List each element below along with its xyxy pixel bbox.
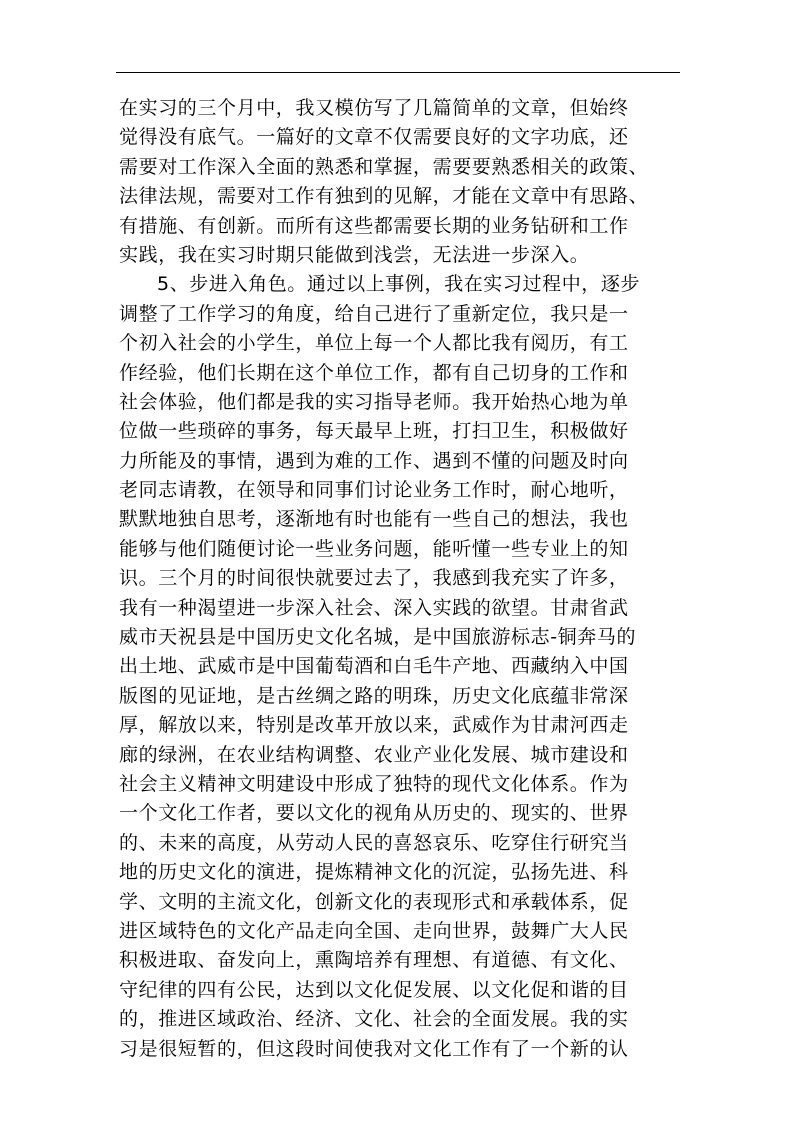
text-line: 积极进取、奋发向上，熏陶培养有理想、有道德、有文化、 bbox=[119, 949, 629, 972]
paragraph-start-line: 5、步进入角色。通过以上事例，我在实习过程中，逐步 bbox=[157, 273, 641, 296]
text-line: 个初入社会的小学生，单位上每一个人都比我有阅历，有工 bbox=[119, 332, 629, 355]
text-line: 默默地独自思考，逐渐地有时也能有一些自己的想法，我也 bbox=[119, 508, 629, 531]
text-line: 守纪律的四有公民，达到以文化促发展、以文化促和谐的目 bbox=[119, 978, 629, 1001]
text-line: 地的历史文化的演进，提炼精神文化的沉淀，弘扬先进、科 bbox=[119, 861, 629, 884]
text-line: 能够与他们随便讨论一些业务问题，能听懂一些专业上的知 bbox=[119, 537, 629, 560]
text-line: 我有一种渴望进一步深入社会、深入实践的欲望。甘肃省武 bbox=[119, 596, 629, 619]
text-line: 版图的见证地，是古丝绸之路的明珠，历史文化底蕴非常深 bbox=[119, 684, 629, 707]
text-line: 一个文化工作者，要以文化的视角从历史的、现实的、世界 bbox=[119, 802, 629, 825]
text-line: 觉得没有底气。一篇好的文章不仅需要良好的文字功底，还 bbox=[119, 126, 629, 149]
text-line: 威市天祝县是中国历史文化名城，是中国旅游标志-铜奔马的 bbox=[119, 626, 637, 649]
text-line: 廊的绿洲，在农业结构调整、农业产业化发展、城市建设和 bbox=[119, 743, 629, 766]
header-rule bbox=[116, 72, 680, 73]
text-line: 需要对工作深入全面的熟悉和掌握，需要要熟悉相关的政策、 bbox=[119, 155, 649, 178]
text-line: 社会主义精神文明建设中形成了独特的现代文化体系。作为 bbox=[119, 772, 629, 795]
text-line: 进区域特色的文化产品走向全国、走向世界，鼓舞广大人民 bbox=[119, 919, 629, 942]
text-line: 社会体验，他们都是我的实习指导老师。我开始热心地为单 bbox=[119, 390, 629, 413]
text-line: 作经验，他们长期在这个单位工作，都有自己切身的工作和 bbox=[119, 361, 629, 384]
text-line: 学、文明的主流文化，创新文化的表现形式和承载体系，促 bbox=[119, 890, 629, 913]
text-line: 的，推进区域政治、经济、文化、社会的全面发展。我的实 bbox=[119, 1008, 629, 1031]
text-line: 老同志请教，在领导和同事们讨论业务工作时，耐心地听， bbox=[119, 479, 629, 502]
text-line: 在实习的三个月中，我又模仿写了几篇简单的文章，但始终 bbox=[119, 97, 629, 119]
text-line: 识。三个月的时间很快就要过去了，我感到我充实了许多， bbox=[119, 567, 629, 590]
text-line: 厚，解放以来，特别是改革开放以来，武威作为甘肃河西走 bbox=[119, 714, 629, 737]
text-line: 出土地、武威市是中国葡萄酒和白毛牛产地、西藏纳入中国 bbox=[119, 655, 629, 678]
text-line: 调整了工作学习的角度，给自己进行了重新定位，我只是一 bbox=[119, 302, 629, 325]
text-line: 的、未来的高度，从劳动人民的喜怒哀乐、吃穿住行研究当 bbox=[119, 831, 629, 854]
text-line: 法律法规，需要对工作有独到的见解，才能在文章中有思路、 bbox=[119, 185, 649, 208]
text-line: 有措施、有创新。而所有这些都需要长期的业务钻研和工作 bbox=[119, 214, 629, 237]
text-line: 力所能及的事情，遇到为难的工作、遇到不懂的问题及时向 bbox=[119, 449, 629, 472]
body-text bbox=[119, 94, 689, 1064]
text-line: 位做一些琐碎的事务，每天最早上班，打扫卫生，积极做好 bbox=[119, 420, 629, 443]
text-line: 实践，我在实习时期只能做到浅尝，无法进一步深入。 bbox=[119, 243, 590, 266]
text-line: 习是很短暂的，但这段时间使我对文化工作有了一个新的认 bbox=[119, 1037, 629, 1060]
